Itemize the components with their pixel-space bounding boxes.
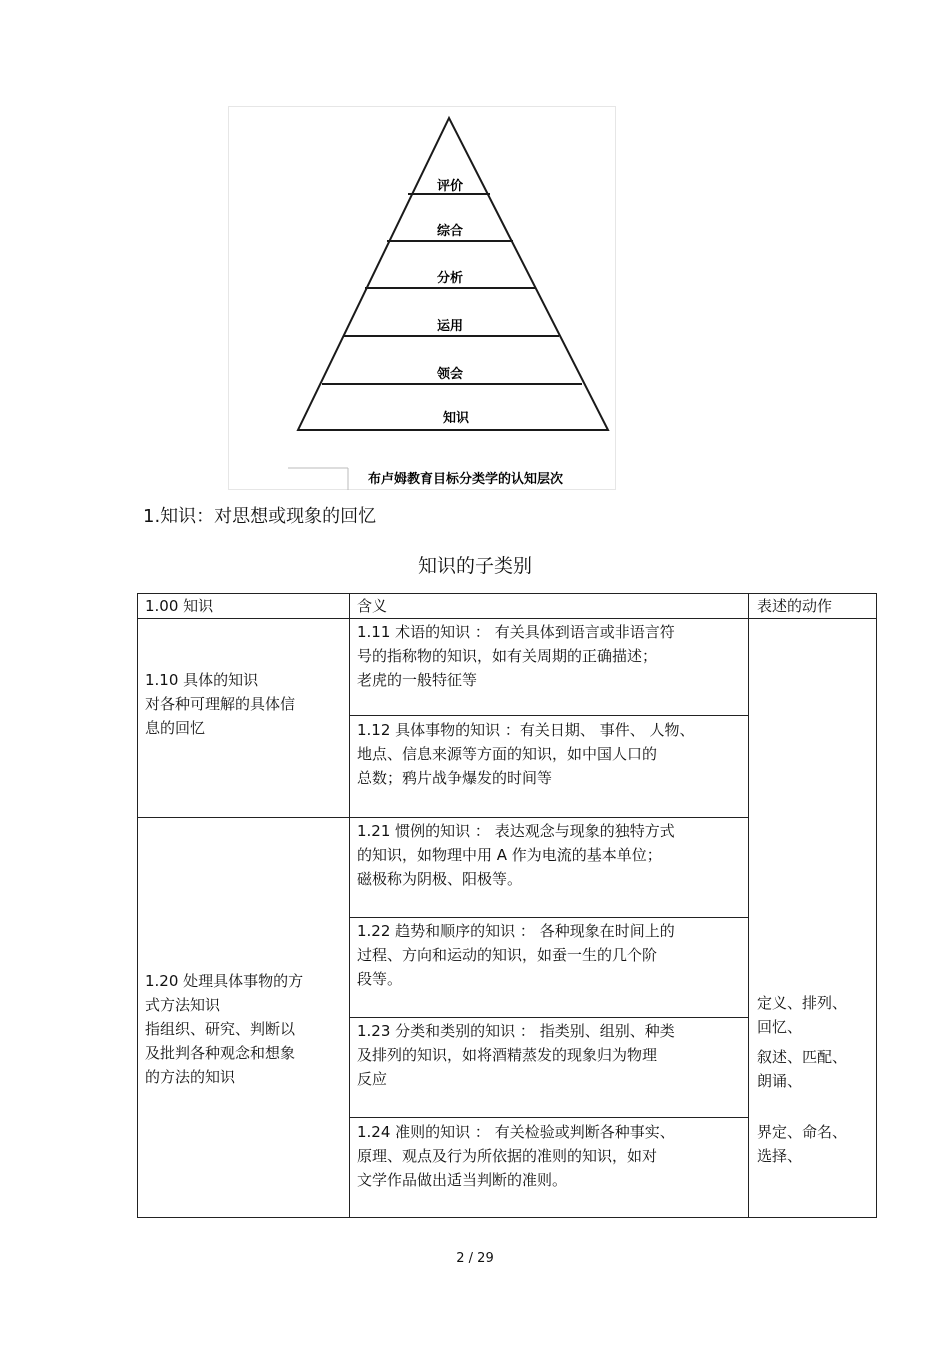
table-title: 知识的子类别 (417, 555, 532, 577)
cell-line: 1.21 惯例的知识 ： 表达观念与现象的独特方式 (357, 822, 675, 840)
cell-line: 对各种可理解的具体信 (145, 695, 296, 713)
level-label: 运用 (436, 319, 464, 334)
item-terminology (349, 620, 749, 692)
cell-line: 反应 (357, 1070, 388, 1088)
cell-line: 1.10 具体的知识 (145, 671, 259, 689)
cell-line: 总数；鸦片战争爆发的时间等 (357, 769, 553, 787)
action-line: 选择、 (757, 1147, 803, 1165)
cell-line: 息的回忆 (145, 719, 206, 737)
item-conventions (349, 819, 749, 891)
cell-line: 老虎的一般特征等 (357, 671, 478, 689)
cell-line: 指组织、研究、判断以 (145, 1020, 296, 1038)
cell-line: 1.12 具体事物的知识 ：有关日期、 事件、 人物、 (357, 721, 695, 739)
level-label: 分析 (436, 271, 464, 286)
cell-line: 1.22 趋势和顺序的知识 ： 各种现象在时间上的 (357, 922, 675, 940)
action-line: 朗诵、 (757, 1072, 803, 1090)
cell-line: 段等。 (357, 970, 403, 988)
cell-line: 式方法知识 (145, 996, 221, 1014)
figure-caption: 布卢姆教育目标分类学的认知层次 (368, 472, 564, 487)
action-line: 叙述、匹配、 (757, 1048, 848, 1066)
level-label: 领会 (436, 367, 464, 382)
cell-line: 1.20 处理具体事物的方 (145, 972, 304, 990)
cell-line: 及排列的知识，如将酒精蒸发的现象归为物理 (357, 1046, 658, 1064)
action-line: 回忆、 (757, 1018, 803, 1036)
cell-line: 及批判各种观念和想象 (145, 1044, 296, 1062)
item-classifications (349, 1019, 749, 1091)
action-line: 界定、命名、 (757, 1123, 848, 1141)
cell-line: 过程、方向和运动的知识，如蚕一生的几个阶 (357, 946, 658, 964)
header-actions: 表述的动作 (757, 597, 833, 615)
item-specific-facts (349, 718, 749, 790)
actions-list (749, 991, 877, 1168)
cell-line: 的方法的知识 (145, 1068, 236, 1086)
bloom-pyramid-figure (228, 106, 616, 490)
pyramid-diagram (228, 106, 616, 490)
header-knowledge: 1.00 知识 (145, 597, 214, 615)
cell-line: 文学作品做出适当判断的准则。 (357, 1171, 568, 1189)
level-label: 知识 (442, 411, 470, 426)
section-heading: 1.知识：对思想或现象的回忆 (143, 506, 377, 527)
level-label: 综合 (436, 224, 464, 239)
page-number: 2 / 29 (456, 1251, 494, 1266)
cell-line: 原理、观点及行为所依据的准则的知识，如对 (357, 1147, 658, 1165)
action-line: 定义、排列、 (757, 994, 848, 1012)
group-methods-knowledge (137, 969, 349, 1089)
cell-line: 1.11 术语的知识 ： 有关具体到语言或非语言符 (357, 623, 675, 641)
action-line (757, 1093, 869, 1120)
cell-line: 号的指称物的知识，如有关周期的正确描述； (357, 647, 658, 665)
item-trends-sequences (349, 919, 749, 991)
knowledge-subcategory-table (137, 593, 877, 1218)
cell-line: 1.23 分类和类别的知识 ： 指类别、组别、种类 (357, 1022, 675, 1040)
header-meaning: 含义 (357, 597, 388, 615)
level-label: 评价 (436, 179, 464, 194)
item-criteria (349, 1120, 749, 1192)
group-specific-knowledge (137, 668, 349, 740)
cell-line: 的知识，如物理中用 A 作为电流的基本单位； (357, 846, 662, 864)
cell-line: 磁极称为阴极、阳极等。 (357, 870, 523, 888)
cell-line: 地点、信息来源等方面的知识，如中国人口的 (357, 745, 658, 763)
cell-line: 1.24 准则的知识 ： 有关检验或判断各种事实、 (357, 1123, 675, 1141)
